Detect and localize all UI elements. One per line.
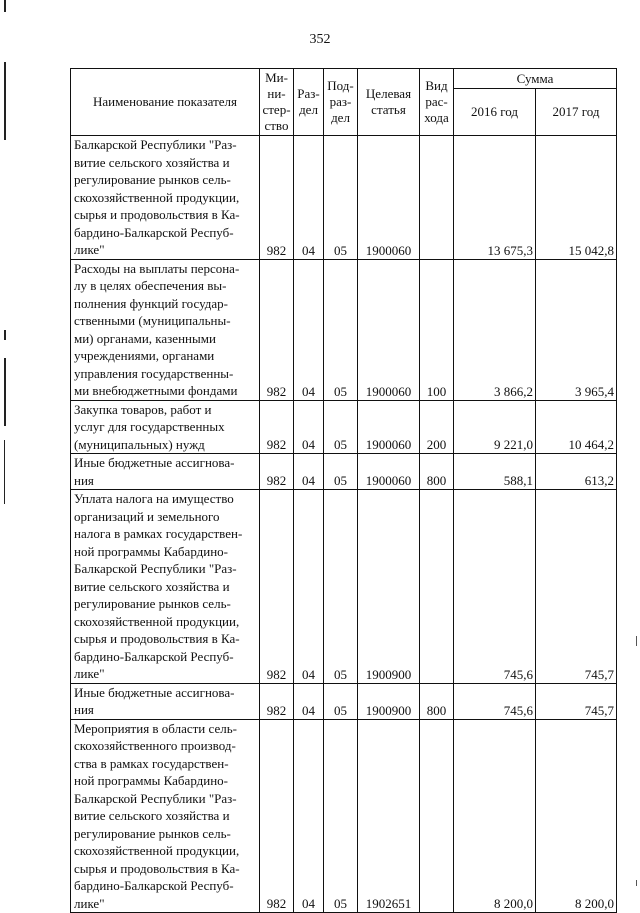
section-cell: 04 xyxy=(294,490,324,684)
ministry-cell: 982 xyxy=(260,259,294,400)
sum-2016-cell: 745,6 xyxy=(454,683,536,719)
scan-margin-mark xyxy=(4,330,6,340)
row-name-line: Закупка товаров, работ и xyxy=(74,401,212,417)
sum-2017-cell: 8 200,0 xyxy=(536,719,617,913)
header-target: Целевая статья xyxy=(358,69,420,136)
subsection-cell: 05 xyxy=(324,136,358,260)
header-subsection: Под-раз-дел xyxy=(324,69,358,136)
row-name-line: ния xyxy=(74,472,94,488)
row-name-line: Иные бюджетные ассигнова- xyxy=(74,455,235,470)
row-name-line: сырья и продовольствия в Ка- xyxy=(74,207,240,222)
sum-2017-cell: 10 464,2 xyxy=(536,400,617,454)
sum-2016-cell: 588,1 xyxy=(454,454,536,490)
scan-margin-mark xyxy=(4,0,6,12)
scan-margin-mark xyxy=(4,440,5,504)
section-cell: 04 xyxy=(294,400,324,454)
row-name xyxy=(71,454,260,490)
row-name-line: скохозяйственной продукции, xyxy=(74,843,240,858)
sum-2017-cell: 745,7 xyxy=(536,490,617,684)
target-cell: 1900060 xyxy=(358,259,420,400)
header-name: Наименование показателя xyxy=(71,69,260,136)
section-cell: 04 xyxy=(294,683,324,719)
expense-type-cell xyxy=(420,490,454,684)
row-name-line: услуг для государственных xyxy=(74,419,225,434)
subsection-cell: 05 xyxy=(324,490,358,684)
subsection-cell: 05 xyxy=(324,259,358,400)
row-name-line: ной программы Кабардино- xyxy=(74,773,229,788)
section-cell: 04 xyxy=(294,136,324,260)
section-cell: 04 xyxy=(294,719,324,913)
scan-edge-mark xyxy=(636,880,637,886)
sum-2016-cell: 745,6 xyxy=(454,490,536,684)
row-name xyxy=(71,400,260,454)
row-name-line: лу в целях обеспечения вы- xyxy=(74,278,227,293)
row-name-line: бардино-Балкарской Респуб- xyxy=(74,224,234,240)
row-name-line: Балкарской Республики "Раз- xyxy=(74,137,237,152)
row-name-line: Балкарской Республики "Раз- xyxy=(74,790,237,806)
page-number: 352 xyxy=(309,32,331,47)
table-row xyxy=(71,136,617,260)
subsection-cell: 05 xyxy=(324,454,358,490)
row-name xyxy=(71,136,260,260)
row-name-line: ми внебюджетными фондами xyxy=(74,383,238,398)
row-name-line: регулирование рынков сель- xyxy=(74,596,231,611)
target-cell: 1902651 xyxy=(358,719,420,913)
row-name-line: Иные бюджетные ассигнова- xyxy=(74,684,235,700)
ministry-cell: 982 xyxy=(260,136,294,260)
row-name-line: сырья и продовольствия в Ка- xyxy=(74,631,240,646)
expense-type-cell xyxy=(420,719,454,913)
sum-2017-cell: 3 965,4 xyxy=(536,259,617,400)
row-name-line: налога в рамках государствен- xyxy=(74,526,243,541)
row-name-line: учреждениями, органами xyxy=(74,348,215,363)
target-cell: 1900900 xyxy=(358,683,420,719)
header-sum: Сумма xyxy=(454,69,617,89)
row-name-line: витие сельского хозяйства и xyxy=(74,808,230,823)
row-name-line: витие сельского хозяйства и xyxy=(74,154,230,170)
subsection-cell: 05 xyxy=(324,400,358,454)
row-name-line: полнения функций государ- xyxy=(74,295,228,311)
row-name xyxy=(71,259,260,400)
ministry-cell: 982 xyxy=(260,719,294,913)
row-name-line: бардино-Балкарской Респуб- xyxy=(74,878,234,893)
scan-margin-mark xyxy=(4,62,6,140)
table-row xyxy=(71,259,617,400)
sum-2016-cell: 13 675,3 xyxy=(454,136,536,260)
header-expense-type: Вид рас-хода xyxy=(420,69,454,136)
header-section: Раз-дел xyxy=(294,69,324,136)
header-year-2016: 2016 год xyxy=(454,89,536,136)
sum-2016-cell: 9 221,0 xyxy=(454,400,536,454)
ministry-cell: 982 xyxy=(260,454,294,490)
budget-table xyxy=(70,68,617,913)
row-name xyxy=(71,683,260,719)
expense-type-cell: 800 xyxy=(420,683,454,719)
row-name-line: организаций и земельного xyxy=(74,508,220,524)
expense-type-cell xyxy=(420,136,454,260)
row-name xyxy=(71,490,260,684)
row-name-line: управления государственны- xyxy=(74,365,234,381)
target-cell: 1900060 xyxy=(358,136,420,260)
row-name xyxy=(71,719,260,913)
expense-type-cell: 800 xyxy=(420,454,454,490)
row-name-line: Балкарской Республики "Раз- xyxy=(74,561,237,576)
table-row xyxy=(71,400,617,454)
sum-2016-cell: 8 200,0 xyxy=(454,719,536,913)
row-name-line: (муниципальных) нужд xyxy=(74,436,205,452)
row-name-line: лике" xyxy=(74,666,105,681)
subsection-cell: 05 xyxy=(324,719,358,913)
ministry-cell: 982 xyxy=(260,400,294,454)
row-name-line: регулирование рынков сель- xyxy=(74,172,231,187)
section-cell: 04 xyxy=(294,259,324,400)
target-cell: 1900060 xyxy=(358,400,420,454)
header-year-2017: 2017 год xyxy=(536,89,617,136)
expense-type-cell: 100 xyxy=(420,259,454,400)
row-name-line: Уплата налога на имущество xyxy=(74,491,234,506)
table-row xyxy=(71,490,617,684)
target-cell: 1900060 xyxy=(358,454,420,490)
row-name-line: скохозяйственной продукции, xyxy=(74,189,240,205)
row-name-line: Мероприятия в области сель- xyxy=(74,720,237,736)
section-cell: 04 xyxy=(294,454,324,490)
sum-2017-cell: 745,7 xyxy=(536,683,617,719)
row-name-line: скохозяйственного производ- xyxy=(74,738,236,753)
row-name-line: сырья и продовольствия в Ка- xyxy=(74,860,240,876)
row-name-line: Расходы на выплаты персона- xyxy=(74,260,240,276)
row-name-line: лике" xyxy=(74,895,105,911)
expense-type-cell: 200 xyxy=(420,400,454,454)
row-name-line: ния xyxy=(74,702,94,717)
row-name-line: ства в рамках государствен- xyxy=(74,755,229,771)
row-name-line: ственными (муниципальны- xyxy=(74,313,231,328)
sum-2017-cell: 613,2 xyxy=(536,454,617,490)
target-cell: 1900900 xyxy=(358,490,420,684)
row-name-line: скохозяйственной продукции, xyxy=(74,613,240,629)
scan-margin-mark xyxy=(4,358,6,426)
scan-edge-mark xyxy=(636,636,637,646)
row-name-line: регулирование рынков сель- xyxy=(74,825,231,841)
row-name-line: ной программы Кабардино- xyxy=(74,543,229,559)
row-name-line: ми) органами, казенными xyxy=(74,330,216,346)
row-name-line: бардино-Балкарской Респуб- xyxy=(74,648,234,664)
ministry-cell: 982 xyxy=(260,490,294,684)
sum-2017-cell: 15 042,8 xyxy=(536,136,617,260)
sum-2016-cell: 3 866,2 xyxy=(454,259,536,400)
header-ministry: Ми-ни-стер-ство xyxy=(260,69,294,136)
ministry-cell: 982 xyxy=(260,683,294,719)
row-name-line: лике" xyxy=(74,242,105,257)
table-row xyxy=(71,683,617,719)
table-row xyxy=(71,719,617,913)
row-name-line: витие сельского хозяйства и xyxy=(74,578,230,594)
table-row xyxy=(71,454,617,490)
subsection-cell: 05 xyxy=(324,683,358,719)
